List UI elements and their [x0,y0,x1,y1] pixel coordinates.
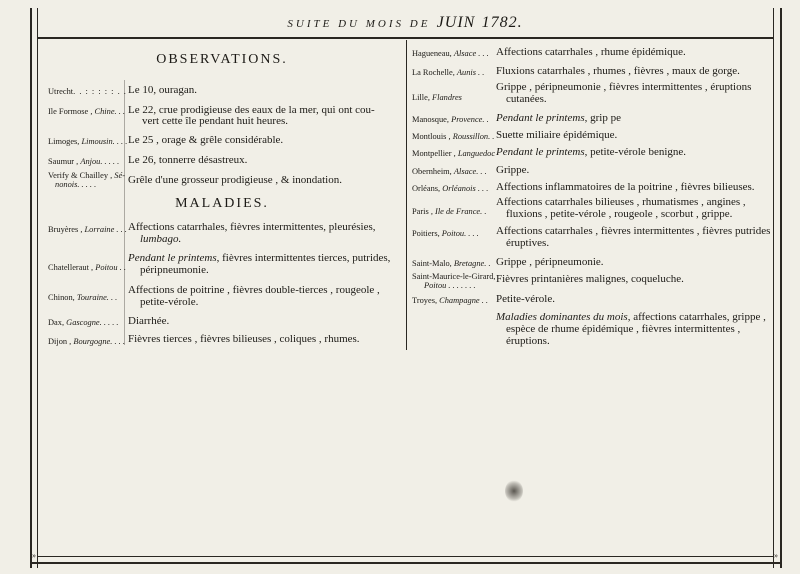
place-divider-left [124,80,125,345]
summary-text-cont: espèce de rhume épidémique , fièvres intermittentes , [506,323,741,335]
place-label: Orléans, Orléanois . . . [412,184,489,193]
place-label: Ile Formose , Chine. . . [48,107,126,116]
place-label: Saumur , Anjou. . . . . [48,157,120,166]
entry-text: Grippe. [496,164,530,176]
entry-text: Affections catarrhales , rhume épidémique. [496,46,686,58]
maladie-text-cont: péripneumonie. [140,264,209,276]
entry-text: Grippe , péripneumonie , fièvres intermittentes , éruptions [496,81,752,93]
place-label: Poitiers, Poitou. . . . [412,229,479,238]
maladie-text: Pendant le printems, fièvres intermittentes tierces, putrides, [128,252,391,264]
observation-text: Le 26, tonnerre désastreux. [128,154,248,166]
header-title-prefix: SUITE DU MOIS DE [287,18,431,30]
ink-stain [505,480,523,502]
place-label: Chinon, Touraine. . . [48,293,118,302]
summary-text-cont: éruptions. [506,335,550,347]
header-month: JUIN [436,14,476,31]
frame-right-outer [780,8,782,568]
observation-text-cont: vert cette île pendant huit heures. [142,115,288,127]
entry-text: Fluxions catarrhales , rhumes , fièvres , maux de gorge. [496,65,740,77]
place-label: Lille, Flandres [412,93,462,102]
place-label: Manosque, Provence. . [412,115,489,124]
summary-text: Maladies dominantes du mois, affections catarrhales, grippe , [496,311,766,323]
observation-text: Le 25 , orage & grêle considérable. [128,134,284,146]
header-year: 1782. [481,14,523,31]
corner-ornament-left: » [32,551,36,560]
entry-text: Petite-vérole. [496,293,555,305]
entry-text: Suette miliaire épidémique. [496,129,618,141]
frame-left-inner [37,8,38,568]
entry-text: Fièvres printanières malignes, coqueluche. [496,273,684,285]
place-label: Saint-Malo, Bretagne. . [412,259,491,268]
place-label: Montpellier , Languedoc [412,149,496,158]
place-label-cont: nonois. . . . . [55,180,97,189]
entry-text-cont: éruptives. [506,237,550,249]
page-header [40,14,770,32]
entry-text: Pendant le printems, petite-vérole benigne. [496,146,687,158]
place-label: La Rochelle, Aunis . . [412,68,485,77]
maladie-text: Diarrhée. [128,315,170,327]
entry-text-cont: fluxions , petite-vérole , rougeole , scorbut , grippe. [506,208,733,220]
entry-text: Grippe , péripneumonie. [496,256,604,268]
observation-text: Le 22, crue prodigieuse des eaux de la mer, qui ont cou- [128,104,375,116]
entry-text-cont: cutanées. [506,93,547,105]
place-label: Hagueneau, Alsace . . . [412,49,489,58]
observation-text: Le 10, ouragan. [128,84,198,96]
maladie-text: Affections catarrhales, fièvres intermittentes, pleurésies, [128,221,376,233]
place-label: Limoges, Limousin. . . . [48,137,128,146]
place-label-cont: Poitou . . . . . . . [424,281,476,290]
place-label: Saint-Maurice-le-Girard, [412,272,496,281]
column-divider [406,40,407,350]
bottom-rule-outer [30,562,782,564]
entry-text: Pendant le printems, grip pe [496,112,621,124]
header-rule [38,37,774,39]
maladies-title: MALADIES. [175,196,269,211]
observations-title: OBSERVATIONS. [156,52,288,67]
maladie-text-cont: petite-vérole. [140,296,199,308]
place-label: Dax, Gascogne. . . . . [48,318,119,327]
place-label: Montlouis , Roussillon. . [412,132,495,141]
place-label: Verify & Chailley , Sé- [48,171,125,180]
entry-text: Affections inflammatoires de la poitrine , fièvres bilieuses. [496,181,755,193]
entry-text: Affections catarrhales , fièvres intermittentes , fièvres putrides [496,225,771,237]
place-label: Chatelleraut , Poitou . . [48,263,126,272]
place-label: Bruyères , Lorraine . . . [48,225,127,234]
maladie-text: Affections de poitrine , fièvres double-tierces , rougeole , [128,284,380,296]
maladie-text-cont: lumbago. [140,233,182,245]
corner-ornament-right: » [774,551,778,560]
bottom-rule-inner [38,556,774,557]
frame-right-inner [773,8,774,568]
observation-text: Grêle d'une grosseur prodigieuse , & inondation. [128,174,342,186]
maladie-text: Fièvres tierces , fièvres bilieuses , coliques , rhumes. [128,333,360,345]
place-label: Utrecht. . : : : : : . . [48,87,127,96]
place-label: Dijon , Bourgogne. . . . [48,337,125,346]
place-label: Obernheim, Alsace. . . [412,167,487,176]
entry-text: Affections catarrhales bilieuses , rhumatismes , angines , [496,196,746,208]
frame-left-outer [30,8,32,568]
place-label: Paris , Ile de France. . [412,207,487,216]
place-label: Troyes, Champagne . . [412,296,489,305]
